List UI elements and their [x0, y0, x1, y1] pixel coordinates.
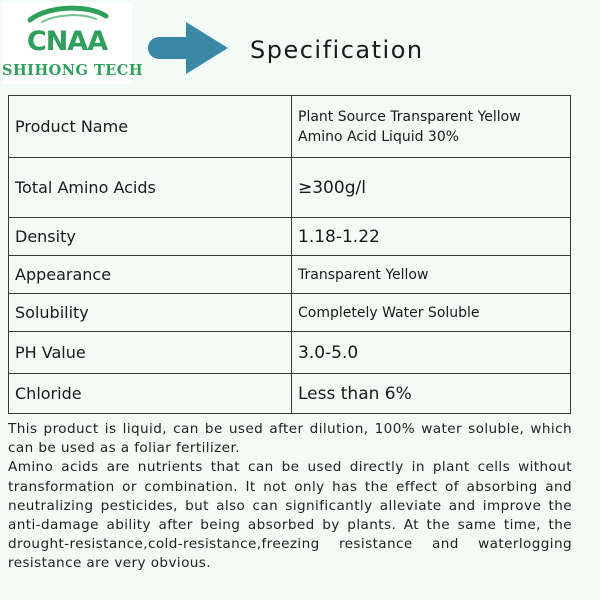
company-logo	[2, 2, 144, 84]
table-row	[9, 294, 571, 332]
spec-value: 1.18-1.22	[292, 218, 571, 256]
arrow-right-icon	[146, 20, 236, 76]
table-row	[9, 256, 571, 294]
description-paragraph: Amino acids are nutrients that can be used directly in plant cells without transformation or combination. It not only has the effect of absorbing and neutralizing pesticides, but also can significantly alleviate and improve the anti-damage ability after being absorbed by plants. At the same time, the drought-resistance,cold-resistance,freezing resistance and waterlogging resistance are very obvious.	[8, 459, 572, 572]
spec-value: Completely Water Soluble	[292, 294, 571, 332]
description-paragraph: This product is liquid, can be used after dilution, 100% water soluble, which can be used as a foliar fertilizer.	[8, 421, 572, 457]
spec-label: Solubility	[9, 294, 292, 332]
cnaa-logo-mark	[2, 2, 132, 62]
spec-label: PH Value	[9, 332, 292, 374]
spec-label: Chloride	[9, 374, 292, 414]
spec-value: Transparent Yellow	[292, 256, 571, 294]
spec-value: Plant Source Transparent Yellow Amino Acid Liquid 30%	[292, 96, 571, 158]
product-description	[8, 420, 572, 574]
table-row	[9, 96, 571, 158]
spec-value: 3.0-5.0	[292, 332, 571, 374]
company-name: SHIHONG TECH	[2, 62, 144, 79]
logo-swoosh-inner	[42, 15, 96, 22]
spec-value: Less than 6%	[292, 374, 571, 414]
table-row	[9, 158, 571, 218]
logo-mark-text: CNAA	[26, 26, 108, 57]
spec-label: Product Name	[9, 96, 292, 158]
spec-value: ≥300g/l	[292, 158, 571, 218]
table-row	[9, 332, 571, 374]
spec-label: Total Amino Acids	[9, 158, 292, 218]
table-row	[9, 218, 571, 256]
page-title: Specification	[250, 36, 424, 64]
table-row	[9, 374, 571, 414]
spec-table	[8, 95, 571, 414]
spec-label: Density	[9, 218, 292, 256]
spec-label: Appearance	[9, 256, 292, 294]
